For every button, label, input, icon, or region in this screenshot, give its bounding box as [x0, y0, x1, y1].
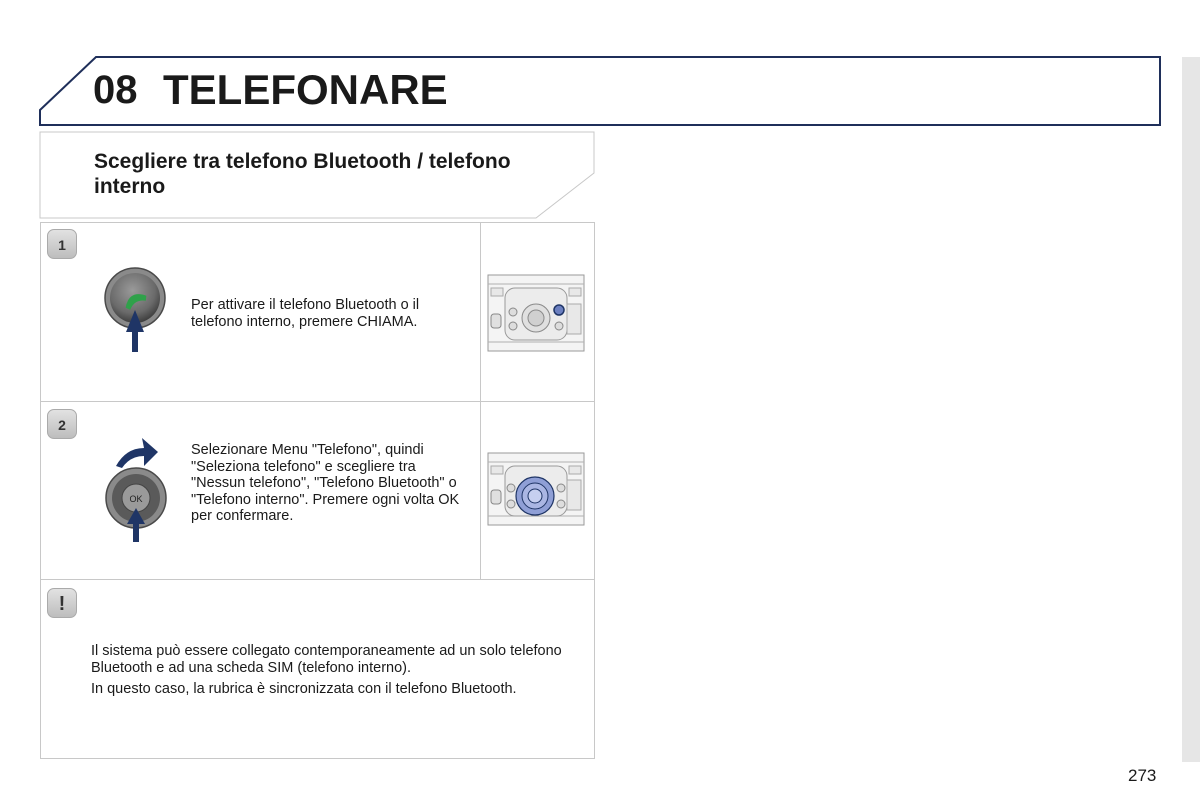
radio-panel-illustration-2 [487, 452, 585, 526]
step-1-text: Per attivare il telefono Bluetooth o il telefono interno, premere CHIAMA. [191, 297, 420, 330]
step-number-2: 2 [47, 409, 77, 439]
radio-panel-illustration-1 [487, 274, 585, 352]
note-paragraph-1: Il sistema può essere collegato contemporaneamente ad un solo telefono Bluetooth e ad una scheda SIM (telefono interno). [91, 643, 562, 676]
step-number-1: 1 [47, 229, 77, 259]
step-2-text: Selezionare Menu "Telefono", quindi "Seleziona telefono" e scegliere tra "Nessun telefono", "Telefono Bluetooth" o "Telefono interno". Premere ogni volta OK per confermare. [191, 442, 460, 524]
note-content [91, 643, 571, 702]
section-title: Scegliere tra telefono Bluetooth / telefono interno [94, 150, 511, 198]
call-button-icon [102, 266, 168, 354]
warning-icon: ! [47, 588, 77, 618]
chapter-title: TELEFONARE [163, 66, 448, 113]
rotary-knob-icon [102, 436, 170, 544]
page-number: 273 [1128, 766, 1157, 785]
knob-ok-label: OK [129, 494, 143, 504]
note-paragraph-2: In questo caso, la rubrica è sincronizzata con il telefono Bluetooth. [91, 681, 517, 697]
page-side-bar [1182, 57, 1200, 762]
chapter-number: 08 [93, 68, 138, 112]
